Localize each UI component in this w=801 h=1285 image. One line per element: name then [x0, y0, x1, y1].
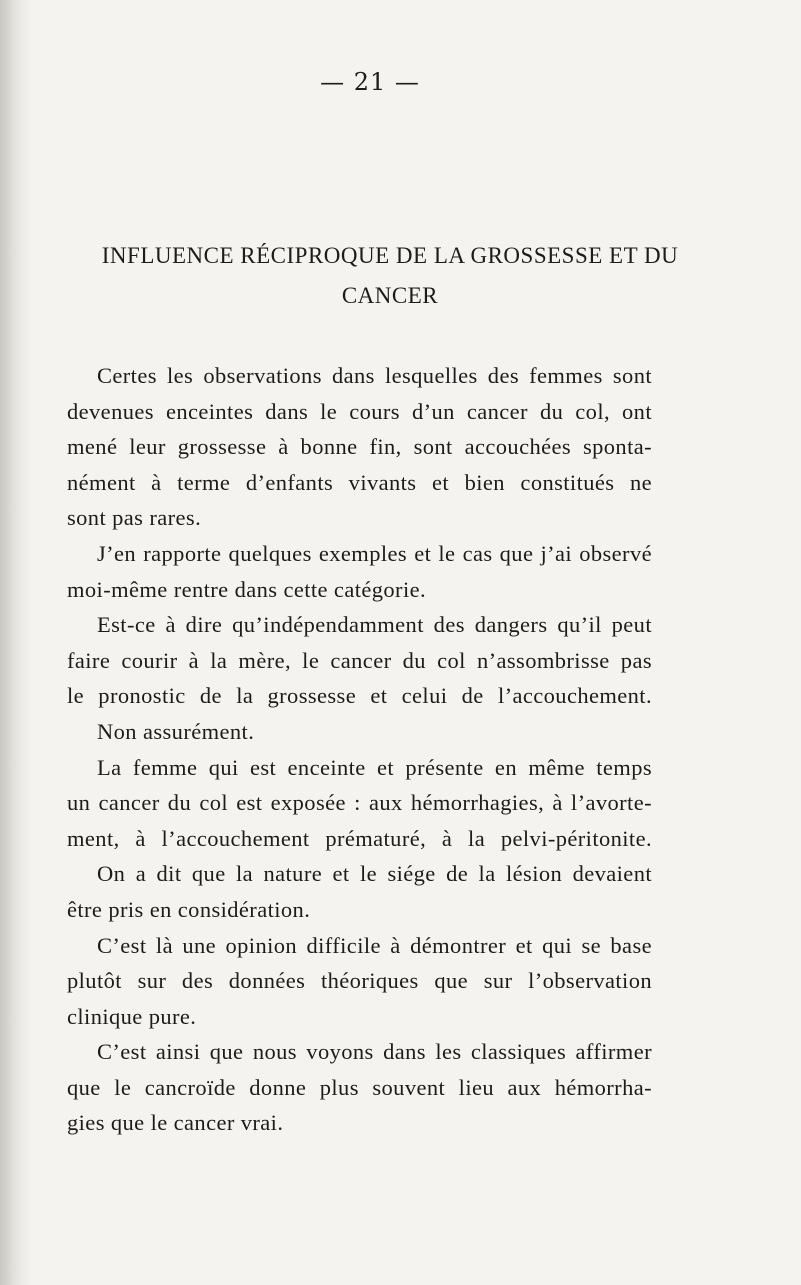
text-line: être pris en considération.: [67, 896, 311, 922]
text-line: ment, à l’accouchement prématuré, à la pelvi-péritonite.: [67, 825, 652, 851]
text-line: devenues enceintes dans le cours d’un cancer du col, ont: [67, 398, 652, 424]
text-line: Certes les observations dans lesquelles des femmes sont: [97, 363, 652, 388]
text-line: le pronostic de la grossesse et celui de l’accouchement.: [67, 683, 652, 709]
text-line: gies que le cancer vrai.: [67, 1110, 284, 1136]
text-line: plutôt sur des données théoriques que sur l’observation: [67, 968, 652, 994]
text-line: un cancer du col est exposée : aux hémorrhagies, à l’avorte-: [67, 790, 652, 816]
text-line: La femme qui est enceinte et présente en même temps: [97, 754, 652, 780]
chapter-title: [60, 236, 720, 316]
page-number: — 21 —: [320, 68, 420, 96]
chapter-title-line-1: INFLUENCE RÉCIPROQUE DE LA GROSSESSE ET DU: [101, 243, 679, 268]
text-line: J’en rapporte quelques exemples et le cas que j’ai observé: [97, 540, 652, 566]
text-line: sont pas rares.: [67, 505, 202, 531]
text-line: clinique pure.: [67, 1003, 197, 1029]
text-line: que le cancroïde donne plus souvent lieu aux hémorrha-: [67, 1074, 652, 1100]
text-line: moi-même rentre dans cette catégorie.: [67, 576, 427, 602]
text-line: On a dit que la nature et le siége de la lésion devaient: [97, 861, 652, 887]
text-line: faire courir à la mère, le cancer du col n’assombrisse pas: [67, 647, 652, 673]
text-line: C’est là une opinion difficile à démontrer et qui se base: [97, 932, 652, 958]
text-line: Non assurément.: [97, 718, 255, 744]
chapter-title-line-2: CANCER: [341, 283, 439, 308]
body-text: [67, 358, 652, 1141]
text-line: nément à terme d’enfants vivants et bien constitués ne: [67, 469, 652, 495]
text-line: mené leur grossesse à bonne fin, sont accouchées sponta-: [67, 434, 652, 460]
text-line: C’est ainsi que nous voyons dans les classiques affirmer: [97, 1039, 652, 1065]
page-edge-shadow: [0, 0, 30, 1285]
text-line: Est-ce à dire qu’indépendamment des dangers qu’il peut: [97, 612, 652, 638]
